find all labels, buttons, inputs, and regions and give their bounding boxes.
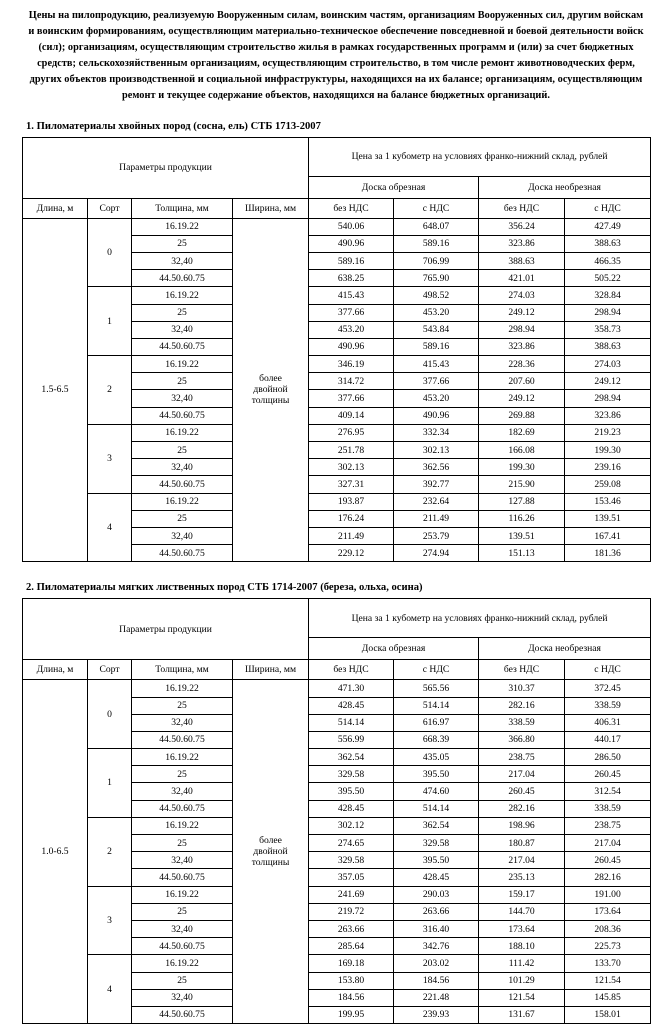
- cell-thickness: 25: [132, 835, 233, 852]
- cell-thickness: 44.50.60.75: [132, 800, 233, 817]
- cell-thickness: 16.19.22: [132, 886, 233, 903]
- cell-edged-no-vat: 453.20: [309, 321, 394, 338]
- cell-thickness: 44.50.60.75: [132, 270, 233, 287]
- cell-edged-no-vat: 471.30: [309, 680, 394, 697]
- cell-unedged-no-vat: 101.29: [479, 972, 565, 989]
- cell-unedged-no-vat: 228.36: [479, 356, 565, 373]
- price-table-hardwood: [22, 598, 651, 1024]
- cell-edged-no-vat: 329.58: [309, 852, 394, 869]
- cell-thickness: 16.19.22: [132, 356, 233, 373]
- header-board-unedged: Доска необрезная: [479, 638, 651, 660]
- cell-edged-vat: 543.84: [394, 321, 479, 338]
- cell-width: [233, 218, 309, 562]
- table-row: [23, 287, 651, 304]
- cell-edged-no-vat: 199.95: [309, 1006, 394, 1023]
- cell-thickness: 32,40: [132, 459, 233, 476]
- price-table-softwood: [22, 137, 651, 563]
- cell-edged-vat: 395.50: [394, 766, 479, 783]
- cell-edged-vat: 589.16: [394, 235, 479, 252]
- cell-unedged-no-vat: 139.51: [479, 527, 565, 544]
- cell-edged-vat: 453.20: [394, 304, 479, 321]
- cell-edged-no-vat: 362.54: [309, 749, 394, 766]
- cell-edged-vat: 332.34: [394, 424, 479, 441]
- table-2-wrapper: [0, 598, 672, 1024]
- cell-edged-no-vat: 415.43: [309, 287, 394, 304]
- cell-edged-no-vat: 176.24: [309, 510, 394, 527]
- header-edged-no-vat: без НДС: [309, 660, 394, 680]
- cell-thickness: 32,40: [132, 989, 233, 1006]
- cell-edged-vat: 253.79: [394, 527, 479, 544]
- cell-width-line: толщины: [251, 857, 290, 869]
- cell-unedged-vat: 239.16: [565, 459, 651, 476]
- cell-unedged-vat: 181.36: [565, 545, 651, 562]
- cell-unedged-no-vat: 388.63: [479, 252, 565, 269]
- cell-edged-no-vat: 153.80: [309, 972, 394, 989]
- header-edged-vat: с НДС: [394, 660, 479, 680]
- cell-edged-vat: 316.40: [394, 920, 479, 937]
- header-width: Ширина, мм: [233, 660, 309, 680]
- cell-unedged-no-vat: 269.88: [479, 407, 565, 424]
- cell-edged-no-vat: 428.45: [309, 800, 394, 817]
- cell-unedged-vat: 199.30: [565, 442, 651, 459]
- cell-thickness: 16.19.22: [132, 955, 233, 972]
- cell-thickness: 16.19.22: [132, 424, 233, 441]
- cell-edged-vat: 706.99: [394, 252, 479, 269]
- cell-thickness: 16.19.22: [132, 749, 233, 766]
- cell-edged-no-vat: 514.14: [309, 714, 394, 731]
- table-row: [23, 749, 651, 766]
- cell-thickness: 44.50.60.75: [132, 545, 233, 562]
- cell-edged-vat: 616.97: [394, 714, 479, 731]
- cell-edged-vat: 221.48: [394, 989, 479, 1006]
- cell-thickness: 16.19.22: [132, 817, 233, 834]
- cell-edged-vat: 395.50: [394, 852, 479, 869]
- cell-thickness: 25: [132, 442, 233, 459]
- cell-unedged-no-vat: 323.86: [479, 235, 565, 252]
- cell-width-line: более: [259, 373, 282, 385]
- cell-edged-vat: 435.05: [394, 749, 479, 766]
- cell-thickness: 16.19.22: [132, 493, 233, 510]
- cell-unedged-no-vat: 338.59: [479, 714, 565, 731]
- cell-length: 1.5-6.5: [23, 218, 88, 562]
- cell-unedged-no-vat: 188.10: [479, 938, 565, 955]
- cell-unedged-no-vat: 159.17: [479, 886, 565, 903]
- cell-unedged-no-vat: 215.90: [479, 476, 565, 493]
- cell-unedged-no-vat: 199.30: [479, 459, 565, 476]
- cell-unedged-vat: 388.63: [565, 235, 651, 252]
- cell-unedged-vat: 260.45: [565, 852, 651, 869]
- cell-unedged-vat: 282.16: [565, 869, 651, 886]
- cell-edged-vat: 565.56: [394, 680, 479, 697]
- cell-edged-no-vat: 395.50: [309, 783, 394, 800]
- cell-unedged-vat: 145.85: [565, 989, 651, 1006]
- header-grade: Сорт: [88, 660, 132, 680]
- cell-grade: 2: [88, 356, 132, 425]
- cell-thickness: 32,40: [132, 527, 233, 544]
- header-board-edged: Доска обрезная: [309, 176, 479, 198]
- cell-grade: 4: [88, 955, 132, 1024]
- cell-edged-vat: 474.60: [394, 783, 479, 800]
- header-edged-no-vat: без НДС: [309, 198, 394, 218]
- cell-unedged-vat: 121.54: [565, 972, 651, 989]
- cell-unedged-no-vat: 298.94: [479, 321, 565, 338]
- cell-thickness: 32,40: [132, 920, 233, 937]
- cell-unedged-no-vat: 366.80: [479, 731, 565, 748]
- cell-unedged-no-vat: 180.87: [479, 835, 565, 852]
- cell-unedged-vat: 238.75: [565, 817, 651, 834]
- cell-thickness: 32,40: [132, 390, 233, 407]
- cell-width-line: более: [259, 835, 282, 847]
- cell-thickness: 25: [132, 903, 233, 920]
- table-1-wrapper: [0, 137, 672, 563]
- cell-unedged-vat: 466.35: [565, 252, 651, 269]
- header-grade: Сорт: [88, 198, 132, 218]
- cell-unedged-vat: 217.04: [565, 835, 651, 852]
- cell-thickness: 44.50.60.75: [132, 869, 233, 886]
- cell-edged-vat: 514.14: [394, 800, 479, 817]
- header-unedged-vat: с НДС: [565, 198, 651, 218]
- cell-unedged-vat: 406.31: [565, 714, 651, 731]
- cell-unedged-vat: 225.73: [565, 938, 651, 955]
- cell-edged-vat: 329.58: [394, 835, 479, 852]
- header-length: Длина, м: [23, 198, 88, 218]
- cell-unedged-no-vat: 217.04: [479, 766, 565, 783]
- cell-thickness: 16.19.22: [132, 680, 233, 697]
- cell-edged-vat: 765.90: [394, 270, 479, 287]
- cell-edged-no-vat: 169.18: [309, 955, 394, 972]
- cell-unedged-no-vat: 282.16: [479, 697, 565, 714]
- cell-unedged-no-vat: 260.45: [479, 783, 565, 800]
- cell-grade: 4: [88, 493, 132, 562]
- cell-edged-no-vat: 241.69: [309, 886, 394, 903]
- cell-unedged-vat: 388.63: [565, 338, 651, 355]
- cell-unedged-vat: 323.86: [565, 407, 651, 424]
- cell-edged-no-vat: 377.66: [309, 390, 394, 407]
- cell-unedged-no-vat: 144.70: [479, 903, 565, 920]
- cell-unedged-vat: 139.51: [565, 510, 651, 527]
- cell-edged-no-vat: 193.87: [309, 493, 394, 510]
- header-width: Ширина, мм: [233, 198, 309, 218]
- cell-edged-no-vat: 263.66: [309, 920, 394, 937]
- cell-edged-vat: 668.39: [394, 731, 479, 748]
- cell-edged-vat: 453.20: [394, 390, 479, 407]
- header-unedged-vat: с НДС: [565, 660, 651, 680]
- cell-edged-no-vat: 285.64: [309, 938, 394, 955]
- table-1-head: [23, 137, 651, 218]
- cell-unedged-no-vat: 282.16: [479, 800, 565, 817]
- cell-edged-vat: 184.56: [394, 972, 479, 989]
- cell-unedged-no-vat: 310.37: [479, 680, 565, 697]
- cell-width-line: двойной: [253, 384, 288, 396]
- cell-edged-no-vat: 409.14: [309, 407, 394, 424]
- cell-edged-vat: 274.94: [394, 545, 479, 562]
- table-row: [23, 493, 651, 510]
- cell-unedged-vat: 260.45: [565, 766, 651, 783]
- table-row: [23, 955, 651, 972]
- cell-unedged-vat: 298.94: [565, 304, 651, 321]
- cell-unedged-no-vat: 121.54: [479, 989, 565, 1006]
- cell-grade: 1: [88, 749, 132, 818]
- cell-edged-no-vat: 556.99: [309, 731, 394, 748]
- cell-unedged-no-vat: 421.01: [479, 270, 565, 287]
- cell-thickness: 44.50.60.75: [132, 407, 233, 424]
- cell-thickness: 32,40: [132, 852, 233, 869]
- cell-edged-vat: 498.52: [394, 287, 479, 304]
- cell-thickness: 44.50.60.75: [132, 476, 233, 493]
- cell-unedged-vat: 153.46: [565, 493, 651, 510]
- cell-edged-no-vat: 276.95: [309, 424, 394, 441]
- cell-thickness: 25: [132, 373, 233, 390]
- cell-unedged-vat: 133.70: [565, 955, 651, 972]
- cell-unedged-no-vat: 131.67: [479, 1006, 565, 1023]
- cell-edged-no-vat: 540.06: [309, 218, 394, 235]
- cell-edged-vat: 362.56: [394, 459, 479, 476]
- cell-unedged-vat: 173.64: [565, 903, 651, 920]
- cell-unedged-no-vat: 217.04: [479, 852, 565, 869]
- cell-unedged-no-vat: 173.64: [479, 920, 565, 937]
- cell-edged-vat: 589.16: [394, 338, 479, 355]
- cell-width-line: толщины: [251, 395, 290, 407]
- cell-grade: 0: [88, 680, 132, 749]
- cell-edged-no-vat: 490.96: [309, 338, 394, 355]
- cell-edged-no-vat: 219.72: [309, 903, 394, 920]
- cell-edged-vat: 239.93: [394, 1006, 479, 1023]
- cell-unedged-no-vat: 238.75: [479, 749, 565, 766]
- header-params: Параметры продукции: [23, 599, 309, 660]
- cell-unedged-no-vat: 323.86: [479, 338, 565, 355]
- cell-edged-vat: 490.96: [394, 407, 479, 424]
- header-thickness: Толщина, мм: [132, 198, 233, 218]
- cell-thickness: 44.50.60.75: [132, 1006, 233, 1023]
- cell-unedged-vat: 219.23: [565, 424, 651, 441]
- table-row: [23, 424, 651, 441]
- cell-unedged-no-vat: 235.13: [479, 869, 565, 886]
- cell-edged-no-vat: 357.05: [309, 869, 394, 886]
- cell-edged-vat: 302.13: [394, 442, 479, 459]
- header-price-title: Цена за 1 кубометр на условиях франко-нижний склад, рублей: [309, 137, 651, 176]
- cell-edged-vat: 232.64: [394, 493, 479, 510]
- cell-edged-vat: 263.66: [394, 903, 479, 920]
- cell-grade: 0: [88, 218, 132, 287]
- cell-width: [233, 680, 309, 1024]
- cell-edged-no-vat: 251.78: [309, 442, 394, 459]
- cell-thickness: 44.50.60.75: [132, 338, 233, 355]
- cell-edged-vat: 514.14: [394, 697, 479, 714]
- cell-edged-vat: 211.49: [394, 510, 479, 527]
- cell-unedged-no-vat: 151.13: [479, 545, 565, 562]
- cell-edged-vat: 342.76: [394, 938, 479, 955]
- cell-thickness: 16.19.22: [132, 287, 233, 304]
- cell-edged-vat: 203.02: [394, 955, 479, 972]
- header-params: Параметры продукции: [23, 137, 309, 198]
- cell-grade: 1: [88, 287, 132, 356]
- cell-edged-no-vat: 327.31: [309, 476, 394, 493]
- table-2-head: [23, 599, 651, 680]
- cell-unedged-vat: 298.94: [565, 390, 651, 407]
- header-edged-vat: с НДС: [394, 198, 479, 218]
- cell-unedged-no-vat: 127.88: [479, 493, 565, 510]
- cell-unedged-vat: 338.59: [565, 800, 651, 817]
- table-2-caption: 2. Пиломатериалы мягких лиственных пород СТБ 1714-2007 (береза, ольха, осина): [26, 582, 423, 594]
- cell-unedged-no-vat: 166.08: [479, 442, 565, 459]
- header-price-title: Цена за 1 кубометр на условиях франко-нижний склад, рублей: [309, 599, 651, 638]
- cell-edged-no-vat: 589.16: [309, 252, 394, 269]
- cell-unedged-no-vat: 111.42: [479, 955, 565, 972]
- cell-thickness: 44.50.60.75: [132, 938, 233, 955]
- header-unedged-no-vat: без НДС: [479, 198, 565, 218]
- cell-thickness: 32,40: [132, 252, 233, 269]
- cell-unedged-no-vat: 274.03: [479, 287, 565, 304]
- cell-unedged-no-vat: 207.60: [479, 373, 565, 390]
- cell-unedged-vat: 191.00: [565, 886, 651, 903]
- cell-edged-vat: 392.77: [394, 476, 479, 493]
- cell-width-line: двойной: [253, 846, 288, 858]
- header-length: Длина, м: [23, 660, 88, 680]
- intro-paragraph: Цены на пилопродукцию, реализуемую Вооруженным силам, воинским частям, организациям Вооруженных сил, другим войскам и воинским формированиям, осуществляющим материально-техническое обеспечение повседневной и боевой деятельности войск (сил); организациям, осуществляющим строительство жилья в рамках государственных программ и (или) за счет бюджетных средств; сельскохозяйственным организациям, осуществляющим строительство, в том числе ремонт животноводческих ферм, других объектов производственной и социальной инфраструктуры, находящихся на их балансе; организациям, осуществляющим ремонт и текущее содержание объектов, находящихся на балансе бюджетных организаций.: [28, 10, 644, 102]
- cell-edged-no-vat: 302.12: [309, 817, 394, 834]
- cell-unedged-vat: 158.01: [565, 1006, 651, 1023]
- table-1-body: [23, 218, 651, 562]
- cell-thickness: 25: [132, 766, 233, 783]
- cell-grade: 3: [88, 886, 132, 955]
- cell-thickness: 25: [132, 235, 233, 252]
- cell-edged-no-vat: 346.19: [309, 356, 394, 373]
- cell-edged-vat: 415.43: [394, 356, 479, 373]
- cell-unedged-vat: 372.45: [565, 680, 651, 697]
- cell-edged-no-vat: 428.45: [309, 697, 394, 714]
- cell-unedged-no-vat: 356.24: [479, 218, 565, 235]
- header-board-unedged: Доска необрезная: [479, 176, 651, 198]
- cell-thickness: 32,40: [132, 714, 233, 731]
- cell-unedged-vat: 312.54: [565, 783, 651, 800]
- cell-thickness: 25: [132, 510, 233, 527]
- cell-thickness: 32,40: [132, 321, 233, 338]
- cell-edged-no-vat: 314.72: [309, 373, 394, 390]
- cell-unedged-vat: 274.03: [565, 356, 651, 373]
- cell-edged-no-vat: 377.66: [309, 304, 394, 321]
- cell-unedged-no-vat: 116.26: [479, 510, 565, 527]
- table-2-body: [23, 680, 651, 1024]
- cell-unedged-vat: 208.36: [565, 920, 651, 937]
- cell-unedged-vat: 358.73: [565, 321, 651, 338]
- cell-edged-vat: 362.54: [394, 817, 479, 834]
- header-thickness: Толщина, мм: [132, 660, 233, 680]
- cell-thickness: 25: [132, 972, 233, 989]
- cell-edged-vat: 428.45: [394, 869, 479, 886]
- table-1-caption: 1. Пиломатериалы хвойных пород (сосна, ель) СТБ 1713-2007: [26, 120, 321, 132]
- cell-unedged-no-vat: 249.12: [479, 304, 565, 321]
- cell-unedged-vat: 427.49: [565, 218, 651, 235]
- cell-edged-no-vat: 274.65: [309, 835, 394, 852]
- cell-edged-no-vat: 638.25: [309, 270, 394, 287]
- cell-edged-vat: 648.07: [394, 218, 479, 235]
- cell-unedged-no-vat: 198.96: [479, 817, 565, 834]
- table-row: [23, 817, 651, 834]
- cell-unedged-vat: 286.50: [565, 749, 651, 766]
- cell-length: 1.0-6.5: [23, 680, 88, 1024]
- cell-unedged-vat: 249.12: [565, 373, 651, 390]
- cell-edged-no-vat: 211.49: [309, 527, 394, 544]
- cell-thickness: 44.50.60.75: [132, 731, 233, 748]
- header-unedged-no-vat: без НДС: [479, 660, 565, 680]
- cell-unedged-vat: 259.08: [565, 476, 651, 493]
- cell-unedged-vat: 505.22: [565, 270, 651, 287]
- table-row: [23, 680, 651, 697]
- cell-thickness: 25: [132, 304, 233, 321]
- table-row: [23, 218, 651, 235]
- cell-edged-no-vat: 184.56: [309, 989, 394, 1006]
- table-row: [23, 356, 651, 373]
- cell-thickness: 16.19.22: [132, 218, 233, 235]
- cell-unedged-no-vat: 249.12: [479, 390, 565, 407]
- cell-edged-no-vat: 229.12: [309, 545, 394, 562]
- cell-edged-vat: 377.66: [394, 373, 479, 390]
- table-row: [23, 886, 651, 903]
- cell-unedged-vat: 440.17: [565, 731, 651, 748]
- cell-unedged-no-vat: 182.69: [479, 424, 565, 441]
- cell-grade: 3: [88, 424, 132, 493]
- cell-thickness: 32,40: [132, 783, 233, 800]
- cell-edged-no-vat: 302.13: [309, 459, 394, 476]
- cell-edged-no-vat: 490.96: [309, 235, 394, 252]
- cell-unedged-vat: 328.84: [565, 287, 651, 304]
- cell-unedged-vat: 167.41: [565, 527, 651, 544]
- cell-edged-no-vat: 329.58: [309, 766, 394, 783]
- cell-thickness: 25: [132, 697, 233, 714]
- cell-grade: 2: [88, 817, 132, 886]
- cell-unedged-vat: 338.59: [565, 697, 651, 714]
- cell-edged-vat: 290.03: [394, 886, 479, 903]
- header-board-edged: Доска обрезная: [309, 638, 479, 660]
